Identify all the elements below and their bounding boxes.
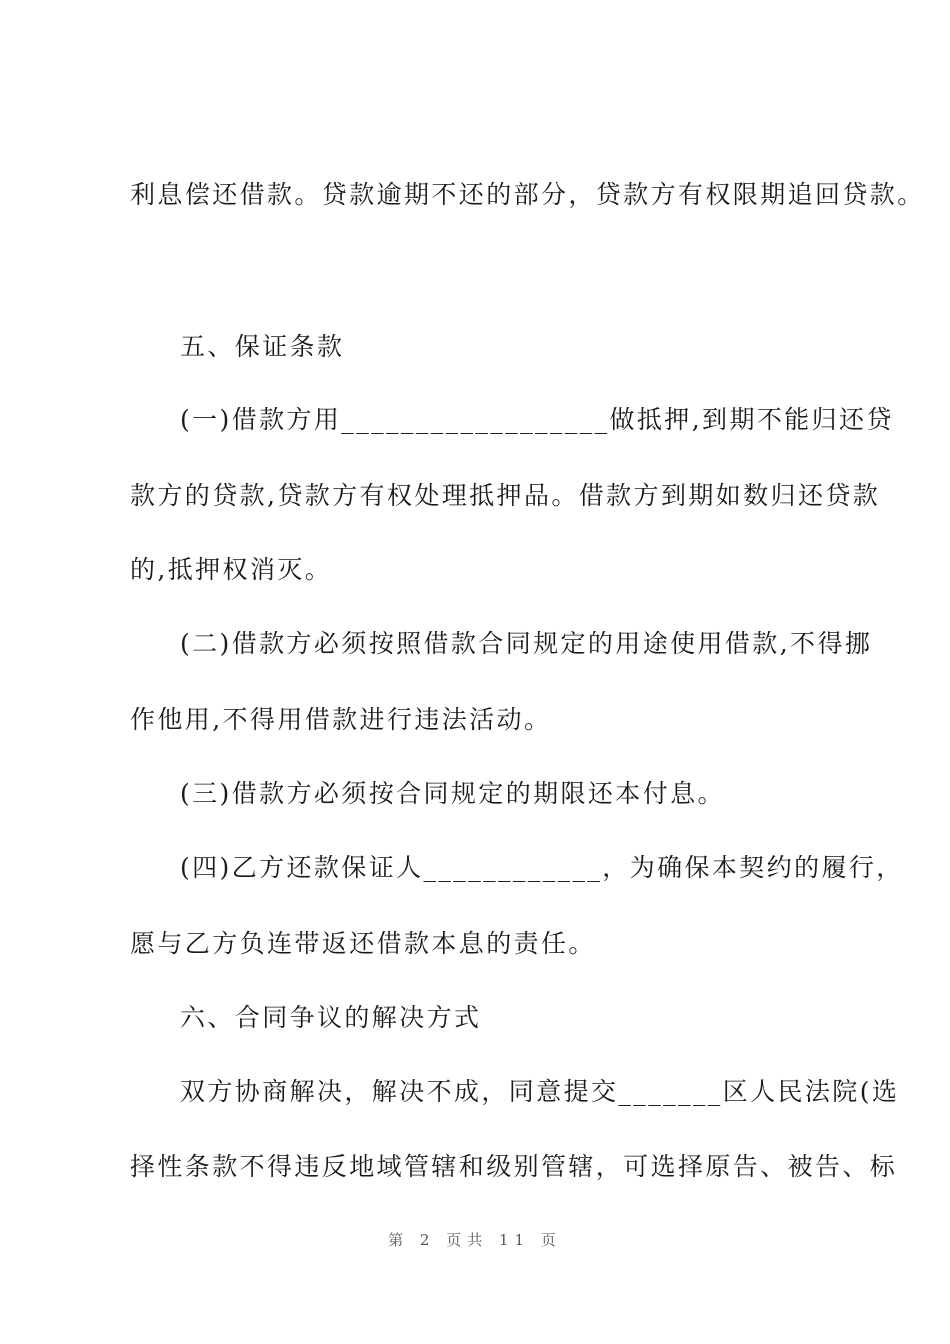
paragraph-line: 双方协商解决，解决不成，同意提交_______区人民法院(选 — [180, 1077, 900, 1106]
paragraph-line: 款方的贷款,贷款方有权处理抵押品。借款方到期如数归还贷款 — [130, 481, 881, 510]
paragraph-line: 的,抵押权消灭。 — [130, 555, 333, 584]
page-number-footer: 第 2 页共 11 页 — [388, 1231, 562, 1249]
paragraph-line: (一)借款方用__________________做抵押,到期不能归还贷 — [180, 405, 894, 434]
section-heading: 五、保证条款 — [180, 332, 345, 361]
paragraph-line: 择性条款不得违反地域管辖和级别管辖，可选择原告、被告、标 — [130, 1152, 898, 1181]
paragraph-line: (二)借款方必须按照借款合同规定的用途使用借款,不得挪 — [180, 629, 873, 658]
paragraph-line: 愿与乙方负连带返还借款本息的责任。 — [130, 929, 596, 958]
paragraph-line: 利息偿还借款。贷款逾期不还的部分，贷款方有权限期追回贷款。 — [130, 180, 925, 209]
paragraph-line: 作他用,不得用借款进行违法活动。 — [130, 705, 552, 734]
paragraph-line: (四)乙方还款保证人____________，为确保本契约的履行， — [180, 853, 904, 882]
paragraph-line: (三)借款方必须按合同规定的期限还本付息。 — [180, 779, 725, 808]
section-heading: 六、合同争议的解决方式 — [180, 1003, 482, 1032]
